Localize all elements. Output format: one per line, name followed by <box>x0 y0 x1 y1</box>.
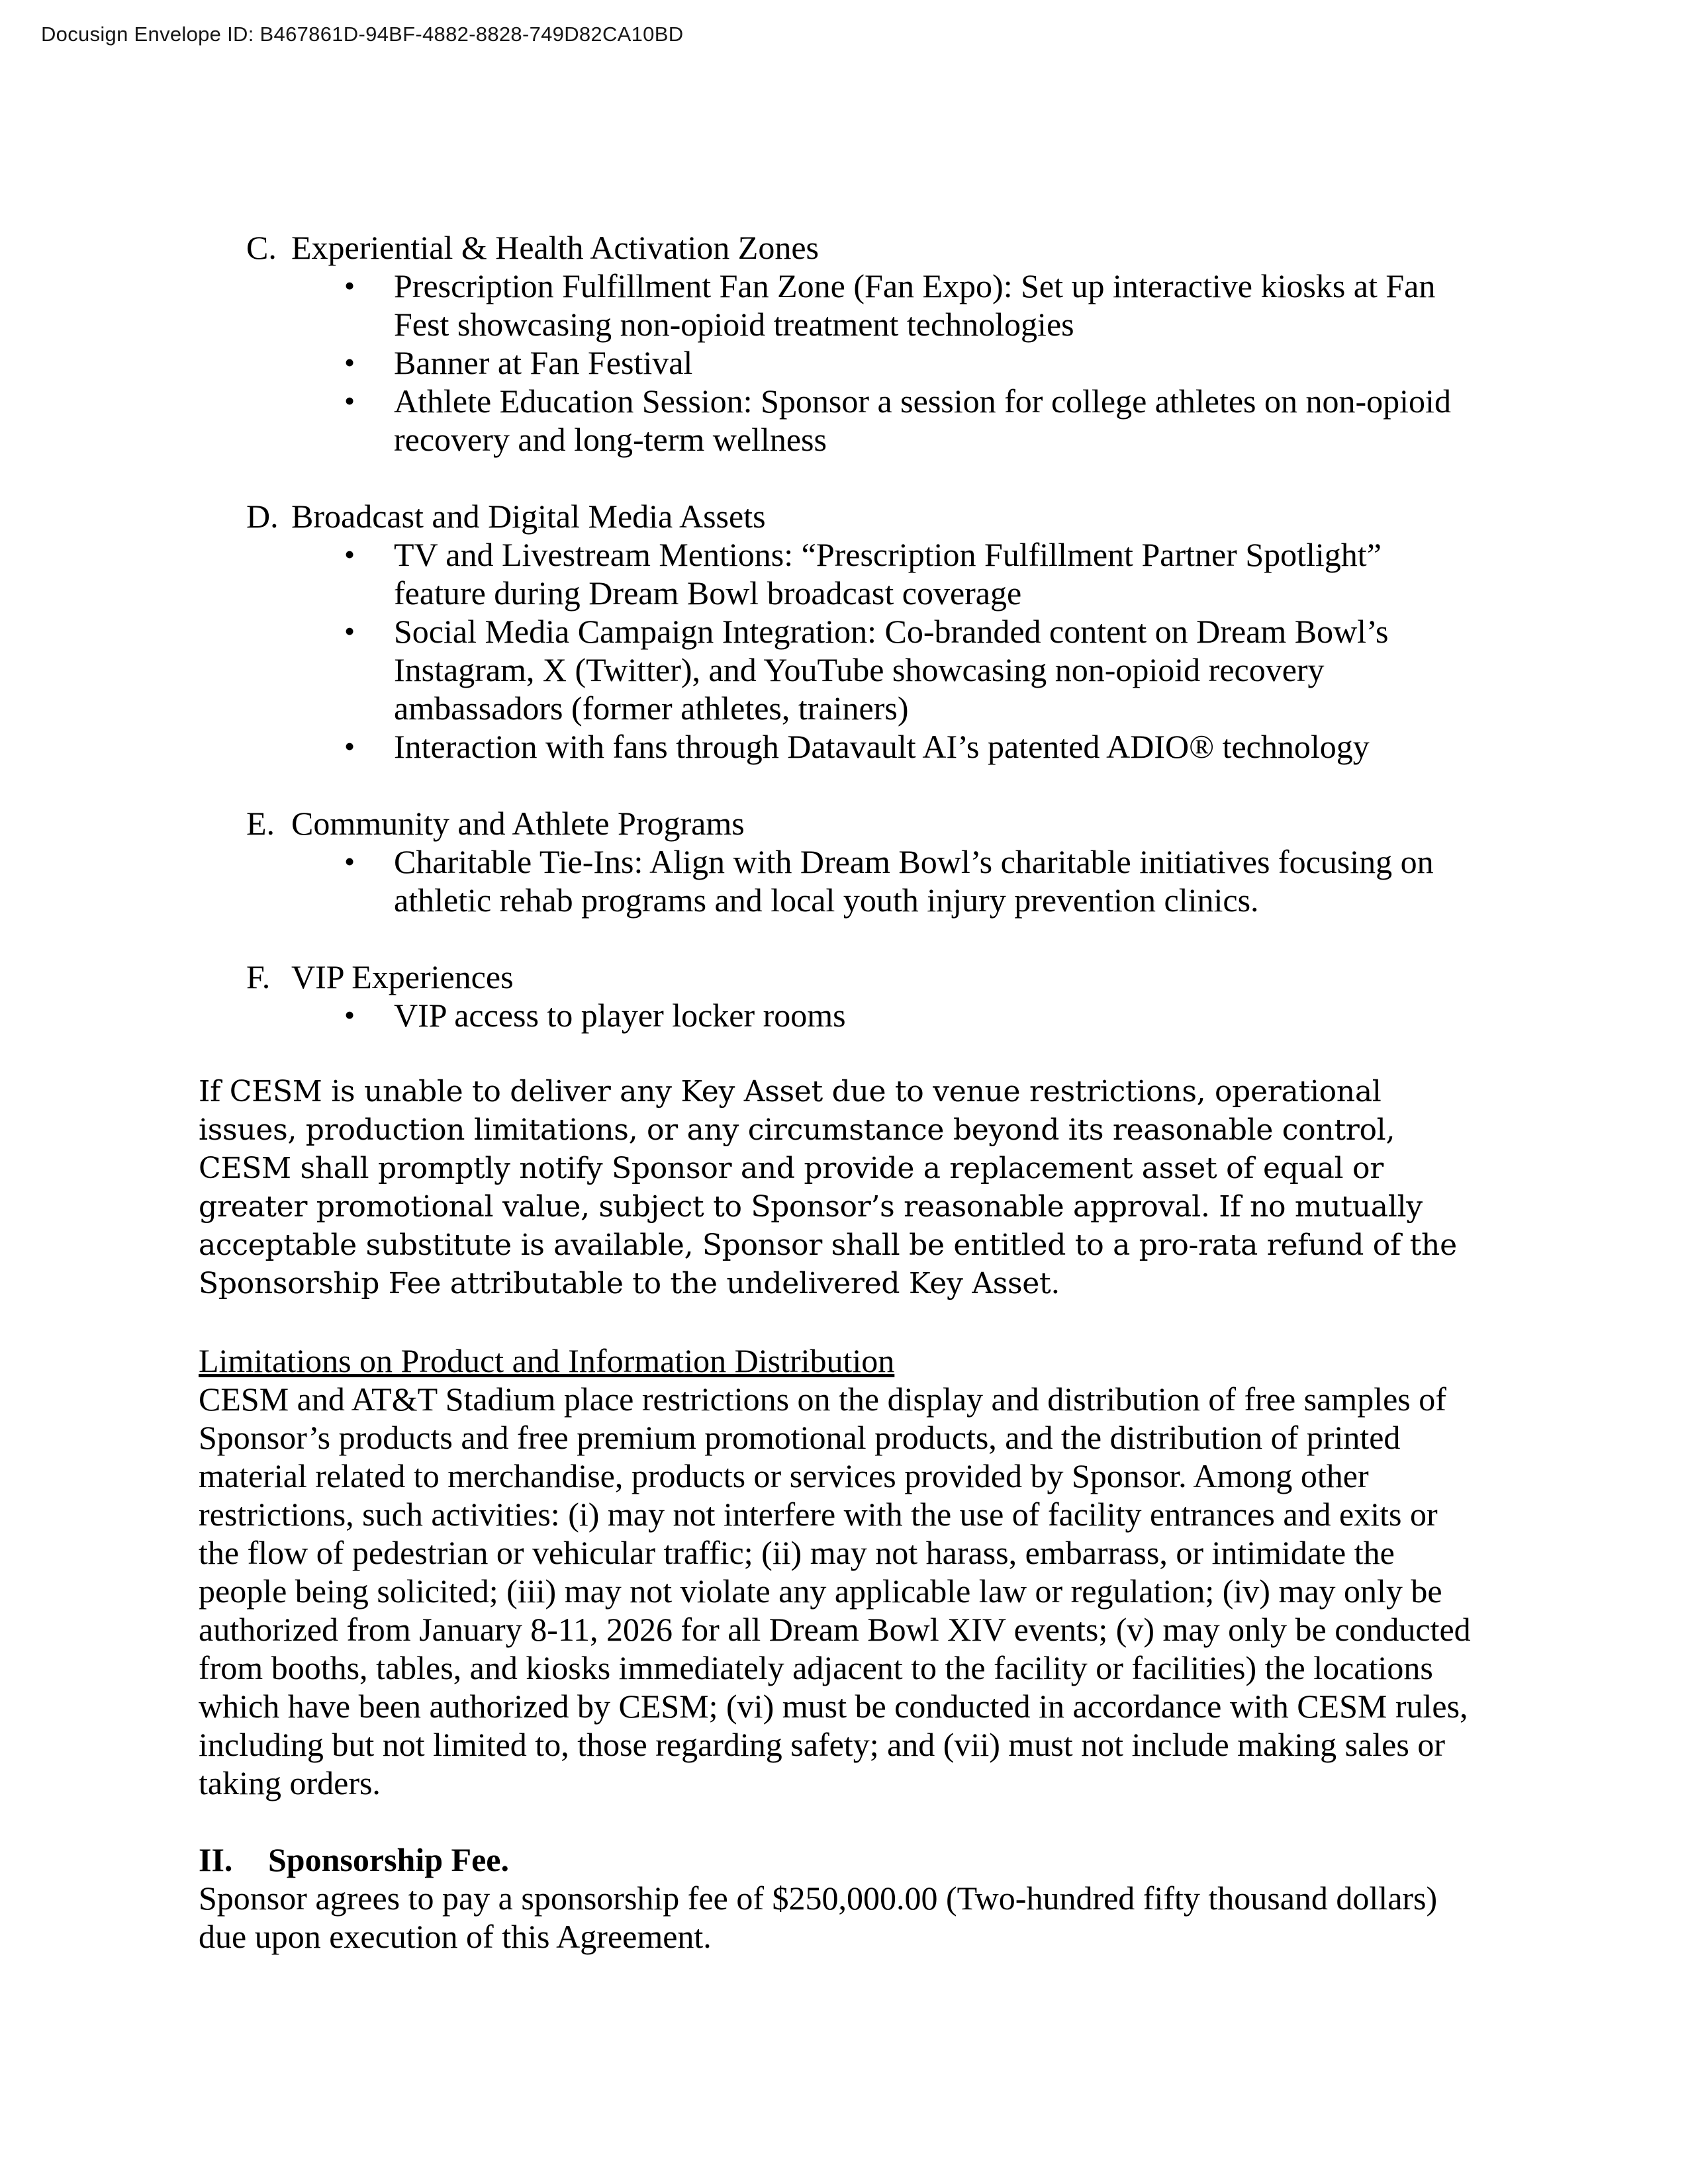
list-item-text: Charitable Tie-Ins: Align with Dream Bowl’s charitable initiatives focusing on athletic rehab programs and local youth injury prevention clinics. <box>394 843 1434 919</box>
section-label: E. <box>246 805 275 842</box>
section-e-heading <box>199 804 1473 842</box>
key-asset-paragraph: If CESM is unable to deliver any Key Asset due to venue restrictions, operational issues, production limitations, or any circumstance beyond its reasonable control, CESM shall promptly notify Sponsor and provide a replacement asset of equal or greater promotional value, subject to Sponsor’s reasonable approval. If no mutually acceptable substitute is available, Sponsor shall be entitled to a pro-rata refund of the Sponsorship Fee attributable to the undelivered Key Asset. <box>199 1075 1457 1300</box>
section-d <box>199 497 1473 766</box>
list-item <box>199 382 1473 459</box>
section-title: Community and Athlete Programs <box>291 805 745 842</box>
section-label: C. <box>246 229 277 266</box>
list-item-text: Prescription Fulfillment Fan Zone (Fan Expo): Set up interactive kiosks at Fan Fest showcasing non-opioid treatment technologies <box>394 267 1436 343</box>
list-item <box>199 343 1473 382</box>
section-label: D. <box>246 498 279 535</box>
section-d-heading <box>199 497 1473 535</box>
section-label: F. <box>246 958 271 995</box>
list-item <box>199 267 1473 343</box>
sponsorship-fee-number: II. <box>199 1841 233 1878</box>
sponsorship-fee-title: Sponsorship Fee. <box>268 1841 509 1878</box>
bullet-icon: • <box>344 345 355 379</box>
list-item-text: TV and Livestream Mentions: “Prescription Fulfillment Partner Spotlight” feature during Dream Bowl broadcast coverage <box>394 536 1382 612</box>
limitations-heading: Limitations on Product and Information Distribution <box>199 1342 895 1379</box>
section-title: VIP Experiences <box>291 958 514 995</box>
list-item-text: Banner at Fan Festival <box>394 344 693 381</box>
list-item-text: VIP access to player locker rooms <box>394 997 846 1034</box>
docusign-envelope-id: Docusign Envelope ID: B467861D-94BF-4882-8828-749D82CA10BD <box>41 23 684 46</box>
sponsorship-fee-paragraph: Sponsor agrees to pay a sponsorship fee of $250,000.00 (Two-hundred fifty thousand dollars) due upon execution of this Agreement. <box>199 1880 1438 1955</box>
section-c <box>199 228 1473 459</box>
list-item <box>199 842 1473 919</box>
bullet-icon: • <box>344 384 355 418</box>
list-item <box>199 612 1473 727</box>
list-item-text: Interaction with fans through Datavault AI’s patented ADIO® technology <box>394 728 1370 765</box>
sponsorship-fee-heading <box>199 1841 1473 1879</box>
section-title: Broadcast and Digital Media Assets <box>291 498 766 535</box>
section-f <box>199 958 1473 1034</box>
section-e <box>199 804 1473 919</box>
list-item <box>199 727 1473 766</box>
section-f-heading <box>199 958 1473 996</box>
bullet-icon: • <box>344 844 355 878</box>
limitations-paragraph: CESM and AT&T Stadium place restrictions on the display and distribution of free samples of Sponsor’s products and free premium promotional products, and the distribution of printed material related to merchandise, products or services provided by Sponsor. Among other restrictions, such activities: (i) may not interfere with the use of facility entrances and exits or the flow of pedestrian or vehicular traffic; (ii) may not harass, embarrass, or intimidate the people being solicited; (iii) may not violate any applicable law or regulation; (iv) may only be authorized from January 8-11, 2026 for all Dream Bowl XIV events; (v) may only be conducted from booths, tables, and kiosks immediately adjacent to the facility or facilities) the locations which have been authorized by CESM; (vi) must be conducted in accordance with CESM rules, including but not limited to, those regarding safety; and (vii) must not include making sales or taking orders. <box>199 1381 1471 1801</box>
section-title: Experiential & Health Activation Zones <box>291 229 819 266</box>
bullet-icon: • <box>344 614 355 648</box>
bullet-icon: • <box>344 998 355 1032</box>
document-content <box>199 228 1473 1956</box>
section-c-heading <box>199 228 1473 267</box>
list-item-text: Athlete Education Session: Sponsor a session for college athletes on non-opioid recovery and long-term wellness <box>394 383 1451 458</box>
bullet-icon: • <box>344 537 355 571</box>
bullet-icon: • <box>344 729 355 763</box>
list-item <box>199 535 1473 612</box>
bullet-icon: • <box>344 269 355 302</box>
list-item <box>199 996 1473 1034</box>
list-item-text: Social Media Campaign Integration: Co-branded content on Dream Bowl’s Instagram, X (Twitter), and YouTube showcasing non-opioid recovery ambassadors (former athletes, trainers) <box>394 613 1389 727</box>
